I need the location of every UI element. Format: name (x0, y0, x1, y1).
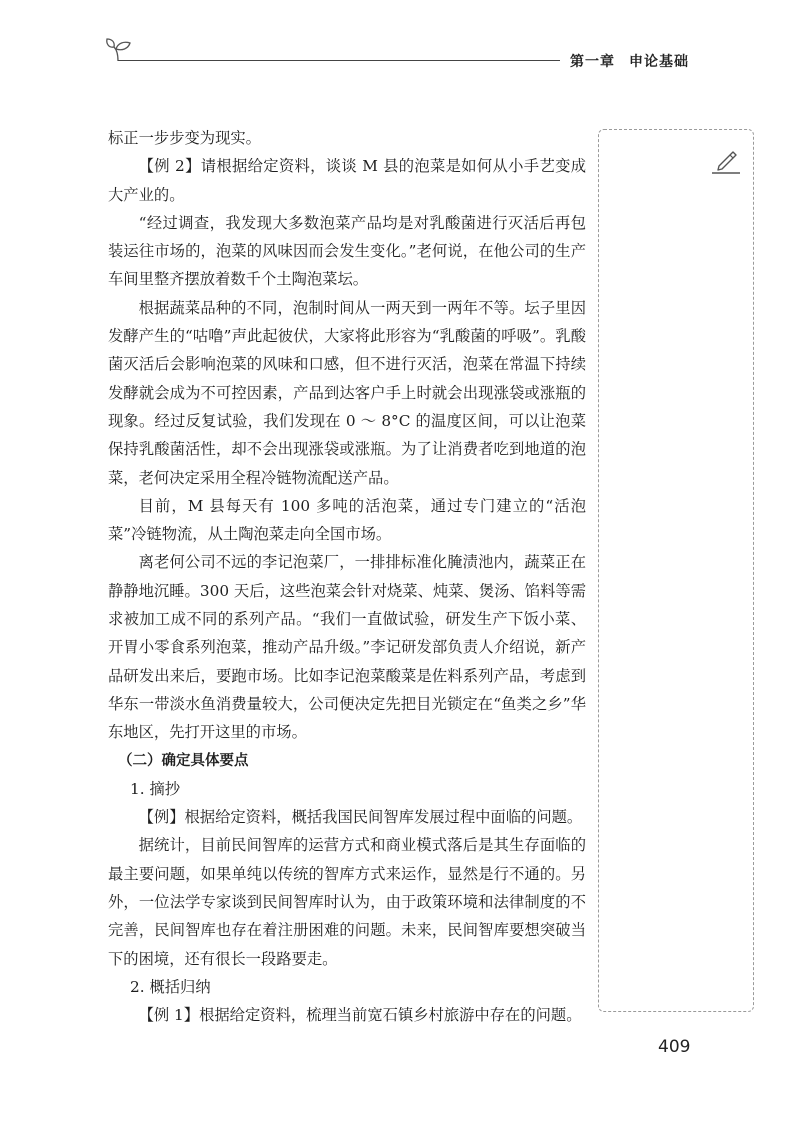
paragraph: 据统计，目前民间智库的运营方式和商业模式落后是其生存面临的最主要问题，如果单纯以传统的智库方式来运作，显然是行不通的。另外，一位法学专家谈到民间智库时认为，由于政策环境和法律制度的不完善，民间智库也存在着注册困难的问题。未来，民间智库要想突破当下的困境，还有很长一段路要走。 (108, 836, 586, 968)
paragraph: 根据蔬菜品种的不同，泡制时间从一两天到一两年不等。坛子里因发酵产生的“咕噜”声此起彼伏，大家将此形容为“乳酸菌的呼吸”。乳酸菌灭活后会影响泡菜的风味和口感，但不进行灭活，泡菜在常温下持续发酵就会成为不可控因素，产品到达客户手上时就会出现涨袋或涨瓶的现象。经过反复试验，我们发现在 0 ～ 8°C 的温度区间，可以让泡菜保持乳酸菌活性，却不会出现涨袋或涨瓶。为了让消费者吃到地道的泡菜，老何决定采用全程冷链物流配送产品。 (108, 298, 586, 487)
example-prompt: 【例 2】请根据给定资料，谈谈 M 县的泡菜是如何从小手艺变成大产业的。 (108, 157, 586, 204)
chapter-number: 第一章 (570, 54, 615, 70)
paragraph: 离老何公司不远的李记泡菜厂，一排排标准化腌渍池内，蔬菜正在静静地沉睡。300 天后，这些泡菜会针对烧菜、炖菜、煲汤、馅料等需求被加工成不同的系列产品。“我们一直做试验，研发生产下饭小菜、开胃小零食系列泡菜，推动产品升级。”李记研发部负责人介绍说，新产品研发出来后，要跑市场。比如李记泡菜酸菜是佐料系列产品，考虑到华东一带淡水鱼消费量较大，公司便决定先把目光锁定在“鱼类之乡”华东地区，先打开这里的市场。 (108, 553, 586, 742)
subsection-heading: 2. 概括归纳 (130, 977, 211, 996)
running-header (570, 51, 689, 71)
sprout-icon (104, 36, 136, 62)
body-text (108, 124, 586, 1030)
section-heading: （二）确定具体要点 (118, 752, 249, 769)
notes-margin-box (598, 129, 754, 1012)
paragraph: 标正一步步变为现实。 (108, 129, 261, 147)
example-prompt: 【例】根据给定资料，概括我国民间智库发展过程中面临的问题。 (138, 808, 583, 827)
paragraph: 目前，M 县每天有 100 多吨的活泡菜，通过专门建立的“活泡菜”冷链物流，从土陶泡菜走向全国市场。 (108, 496, 586, 544)
pencil-icon (708, 146, 742, 176)
paragraph: “经过调查，我发现大多数泡菜产品均是对乳酸菌进行灭活后再包装运往市场的，泡菜的风味因而会发生变化。”老何说，在他公司的生产车间里整齐摆放着数千个土陶泡菜坛。 (108, 213, 586, 289)
page-number: 409 (658, 1037, 691, 1057)
chapter-title: 申论基础 (629, 54, 689, 70)
header-rule (118, 60, 560, 61)
example-prompt: 【例 1】根据给定资料，梳理当前宽石镇乡村旅游中存在的问题。 (138, 1006, 582, 1025)
subsection-heading: 1. 摘抄 (130, 779, 181, 798)
